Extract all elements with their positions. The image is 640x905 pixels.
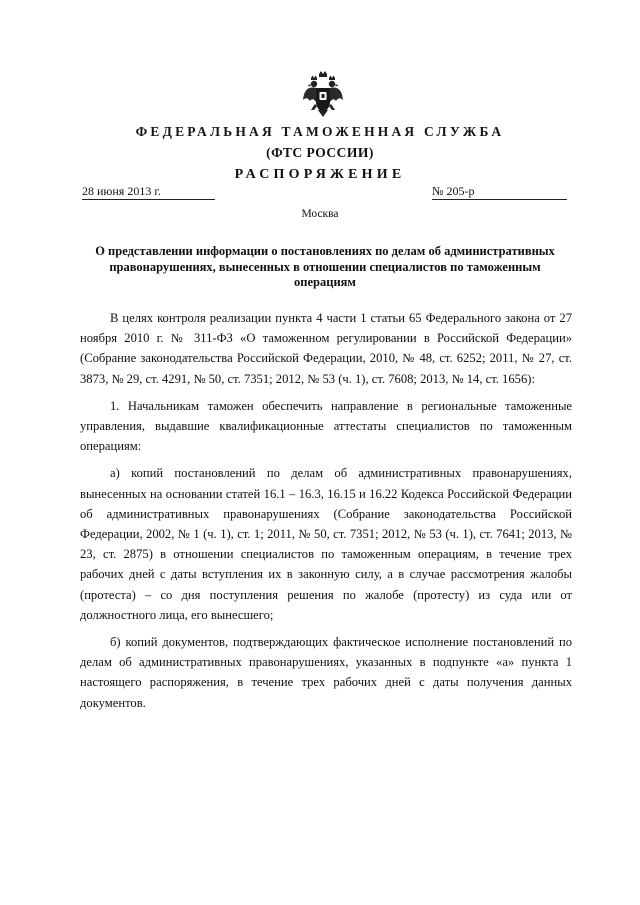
document-title: О представлении информации о постановлениях по делам об административных правонарушениях, вынесенных в отношении специалистов по таможенным операциям [95, 244, 555, 289]
item-1a-paragraph: а) копий постановлений по делам об административных правонарушениях, вынесенных на основании статей 16.1 – 16.3, 16.15 и 16.22 Кодекса Российской Федерации об административных правонарушениях (Собрание законодательства Российской Федерации, 2002, № 1 (ч. 1), ст. 1; 2011, № 50, ст. 7351; 2012, № 53 (ч. 1), ст. 7641; 2013, № 23, ст. 2875) в отношении специалистов по таможенным операциям, в течение трех рабочих дней с даты вступления их в законную силу, а в случае рассмотрения жалобы (протеста) – со дня поступления решения по жалобе (протесту) из суда или от должностного лица, его вынесшего; [80, 466, 572, 622]
agency-abbreviation: (ФТС РОССИИ) [266, 145, 374, 160]
number-text: № 205-р [432, 184, 475, 198]
document-number [432, 184, 567, 200]
date-text: 28 июня 2013 г. [82, 184, 161, 198]
double-headed-eagle-icon [302, 70, 344, 118]
agency-name: ФЕДЕРАЛЬНАЯ ТАМОЖЕННАЯ СЛУЖБА [135, 124, 505, 139]
preamble-paragraph: В целях контроля реализации пункта 4 части 1 статьи 65 Федерального закона от 27 ноября 2010 г. № 311-ФЗ «О таможенном регулировании в Российской Федерации» (Собрание законодательства Российской Федерации, 2010, № 48, ст. 6252; 2011, № 27, ст. 3873, № 29, ст. 4291, № 50, ст. 7351; 2012, № 53 (ч. 1), ст. 7608; 2013, № 14, ст. 1656): [80, 311, 572, 386]
item-1-paragraph: 1. Начальникам таможен обеспечить направление в региональные таможенные управления, выдавшие квалификационные аттестаты специалистов по таможенным операциям: [80, 398, 572, 454]
document-date [82, 184, 215, 200]
item-1b-paragraph: б) копий документов, подтверждающих фактическое исполнение постановлений по делам об административных правонарушениях, указанных в подпункте «а» пункта 1 настоящего распоряжения, в течение трех рабочих дней с даты получения данных документов. [80, 635, 572, 710]
document-body [80, 308, 572, 719]
city: Москва [301, 208, 339, 220]
document-type: РАСПОРЯЖЕНИЕ [234, 167, 406, 182]
